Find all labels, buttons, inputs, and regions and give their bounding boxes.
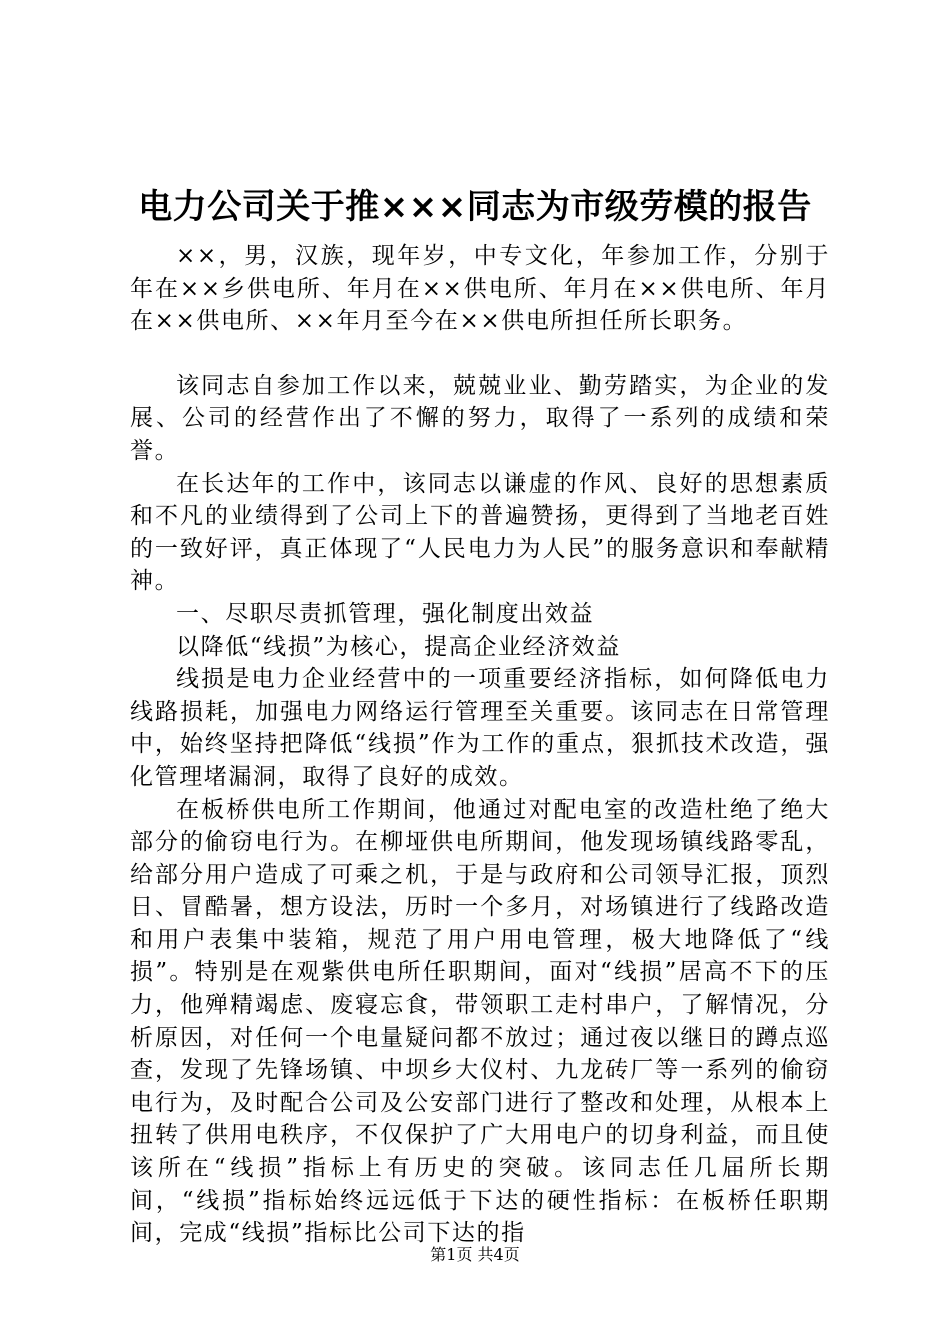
document-title: 电力公司关于推×××同志为市级劳模的报告 [138,187,812,227]
page-number: 第1页 共4页 [430,1245,520,1264]
paragraph-intro: ××，男，汉族，现年岁，中专文化，年参加工作，分别于年在××乡供电所、年月在××供电所、年月在××供电所、年月在××供电所、××年月至今在××供电所担任所长职务。 [130,243,830,335]
paragraph-praise: 在长达年的工作中，该同志以谦虚的作风、良好的思想素质和不凡的业绩得到了公司上下的普遍赞扬，更得到了当地老百姓的一致好评，真正体现了“人民电力为人民”的服务意识和奉献精神。 [130,470,830,595]
subsection-heading: 以降低“线损”为核心，提高企业经济效益 [176,633,621,660]
paragraph-summary: 该同志自参加工作以来，兢兢业业、勤劳踏实，为企业的发展、公司的经营作出了不懈的努力，取得了一系列的成绩和荣誉。 [130,372,830,464]
paragraph-line-loss: 线损是电力企业经营中的一项重要经济指标，如何降低电力线路损耗，加强电力网络运行管理至关重要。该同志在日常管理中，始终坚持把降低“线损”作为工作的重点，狠抓技术改造，强化管理堵漏洞，取得了良好的成效。 [130,666,830,790]
document-body [130,240,830,1250]
paragraph-achievements: 在板桥供电所工作期间，他通过对配电室的改造杜绝了绝大部分的偷窃电行为。在柳垭供电所期间，他发现场镇线路零乱，给部分用户造成了可乘之机，于是与政府和公司领导汇报，顶烈日、冒酷暑，想方设法，历时一个多月，对场镇进行了线路改造和用户表集中装箱，规范了用户用电管理，极大地降低了“线损”。特别是在观紫供电所任职期间，面对“线损”居高不下的压力，他殚精竭虑、废寝忘食，带领职工走村串户，了解情况，分析原因，对任何一个电量疑问都不放过；通过夜以继日的蹲点巡查，发现了先锋场镇、中坝乡大仪村、九龙砖厂等一系列的偷窃电行为，及时配合公司及公安部门进行了整改和处理，从根本上扭转了供用电秩序，不仅保护了广大用电户的切身利益，而且使该所在“线损”指标上有历史的突破。该同志任几届所长期间，“线损”指标始终远远低于下达的硬性指标：在板桥任职期间，完成“线损”指标比公司下达的指 [130,796,830,1247]
section-heading: 一、尽职尽责抓管理，强化制度出效益 [176,600,595,627]
